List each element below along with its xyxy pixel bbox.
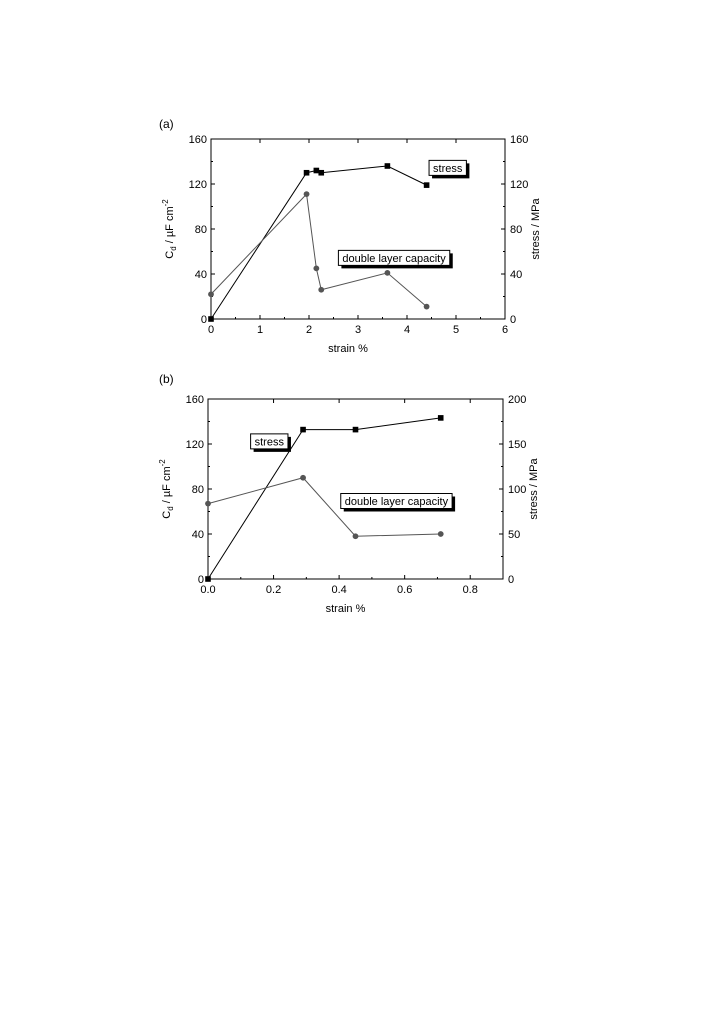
y-right-tick-label: 50 <box>508 529 521 541</box>
x-tick-label: 1 <box>256 324 264 336</box>
x-tick-label: 3 <box>354 324 362 336</box>
data-point-double-layer-capacity <box>424 304 430 310</box>
x-tick-label: 4 <box>403 324 411 336</box>
x-tick-label: 0 <box>207 324 215 336</box>
y-right-tick-label: 80 <box>510 224 523 236</box>
data-point-double-layer-capacity <box>438 531 444 537</box>
chart-panel-a <box>159 117 542 355</box>
y-left-tick-label: 160 <box>188 134 207 146</box>
data-point-stress <box>205 576 211 582</box>
y-left-tick-label: 120 <box>188 179 207 191</box>
data-point-stress <box>385 163 391 169</box>
y-right-tick-label: 150 <box>508 439 527 451</box>
y-left-axis-title-sup: -2 <box>161 199 170 207</box>
data-point-stress <box>424 182 430 188</box>
x-tick-label: 0.2 <box>265 584 282 596</box>
y-right-tick-label: 100 <box>508 484 527 496</box>
y-left-axis-title-sub: d <box>169 246 178 251</box>
x-tick-label: 0.4 <box>331 584 347 596</box>
y-left-axis-title <box>158 459 175 519</box>
y-left-tick-label: 0 <box>200 314 207 326</box>
annotation-label: double layer capacity <box>342 252 446 265</box>
data-point-double-layer-capacity <box>300 475 306 481</box>
data-point-double-layer-capacity <box>304 191 310 197</box>
y-right-tick-label: 200 <box>508 394 527 406</box>
chart-panel-b <box>158 372 540 615</box>
y-right-axis-title: stress / MPa <box>528 458 540 520</box>
x-tick-label: 0.6 <box>397 584 413 596</box>
data-point-stress <box>208 316 214 322</box>
y-left-tick-label: 40 <box>194 269 207 281</box>
series-line-stress <box>211 166 427 319</box>
x-tick-label: 0.8 <box>462 584 478 596</box>
x-tick-label: 2 <box>305 324 313 336</box>
y-right-tick-label: 120 <box>510 179 529 191</box>
panel-label: (a) <box>159 117 174 131</box>
data-point-stress <box>318 170 324 176</box>
data-point-stress <box>300 427 306 433</box>
y-left-axis-title <box>161 199 178 259</box>
y-right-axis-title: stress / MPa <box>530 198 542 260</box>
x-tick-label: 0.0 <box>200 584 216 596</box>
y-left-tick-label: 40 <box>191 529 204 541</box>
panel-label: (b) <box>159 372 174 386</box>
data-point-double-layer-capacity <box>205 501 211 507</box>
data-point-double-layer-capacity <box>313 265 319 271</box>
data-point-double-layer-capacity <box>208 291 214 297</box>
data-point-double-layer-capacity <box>318 287 324 293</box>
y-right-tick-label: 0 <box>510 314 517 326</box>
data-point-stress <box>438 415 444 421</box>
annotation-label: stress <box>254 436 284 449</box>
y-left-axis-title-main: C <box>164 250 176 259</box>
y-left-axis-title-sub: d <box>166 506 175 511</box>
y-left-axis-title-main: C <box>161 510 173 519</box>
y-left-tick-label: 80 <box>191 484 204 496</box>
y-left-tick-label: 160 <box>185 394 204 406</box>
x-tick-label: 6 <box>501 324 509 336</box>
x-tick-label: 5 <box>452 324 460 336</box>
data-point-stress <box>314 168 320 174</box>
data-point-double-layer-capacity <box>353 533 359 539</box>
y-left-tick-label: 120 <box>185 439 204 451</box>
y-left-axis-title-sup: -2 <box>158 459 167 467</box>
data-point-stress <box>353 427 359 433</box>
data-point-double-layer-capacity <box>385 270 391 276</box>
y-left-axis-title-unit: / µF cm <box>161 466 173 507</box>
y-right-tick-label: 40 <box>510 269 523 281</box>
annotation-label: stress <box>433 162 463 175</box>
y-left-tick-label: 0 <box>197 574 204 586</box>
y-right-tick-label: 0 <box>508 574 515 586</box>
x-axis-title: strain % <box>328 343 368 355</box>
y-right-tick-label: 160 <box>510 134 529 146</box>
data-point-stress <box>304 170 310 176</box>
x-axis-title: strain % <box>325 603 366 615</box>
annotation-label: double layer capacity <box>344 496 449 508</box>
plot-frame <box>208 399 503 579</box>
y-left-axis-title-unit: / µF cm <box>164 206 176 247</box>
y-left-tick-label: 80 <box>194 224 207 236</box>
